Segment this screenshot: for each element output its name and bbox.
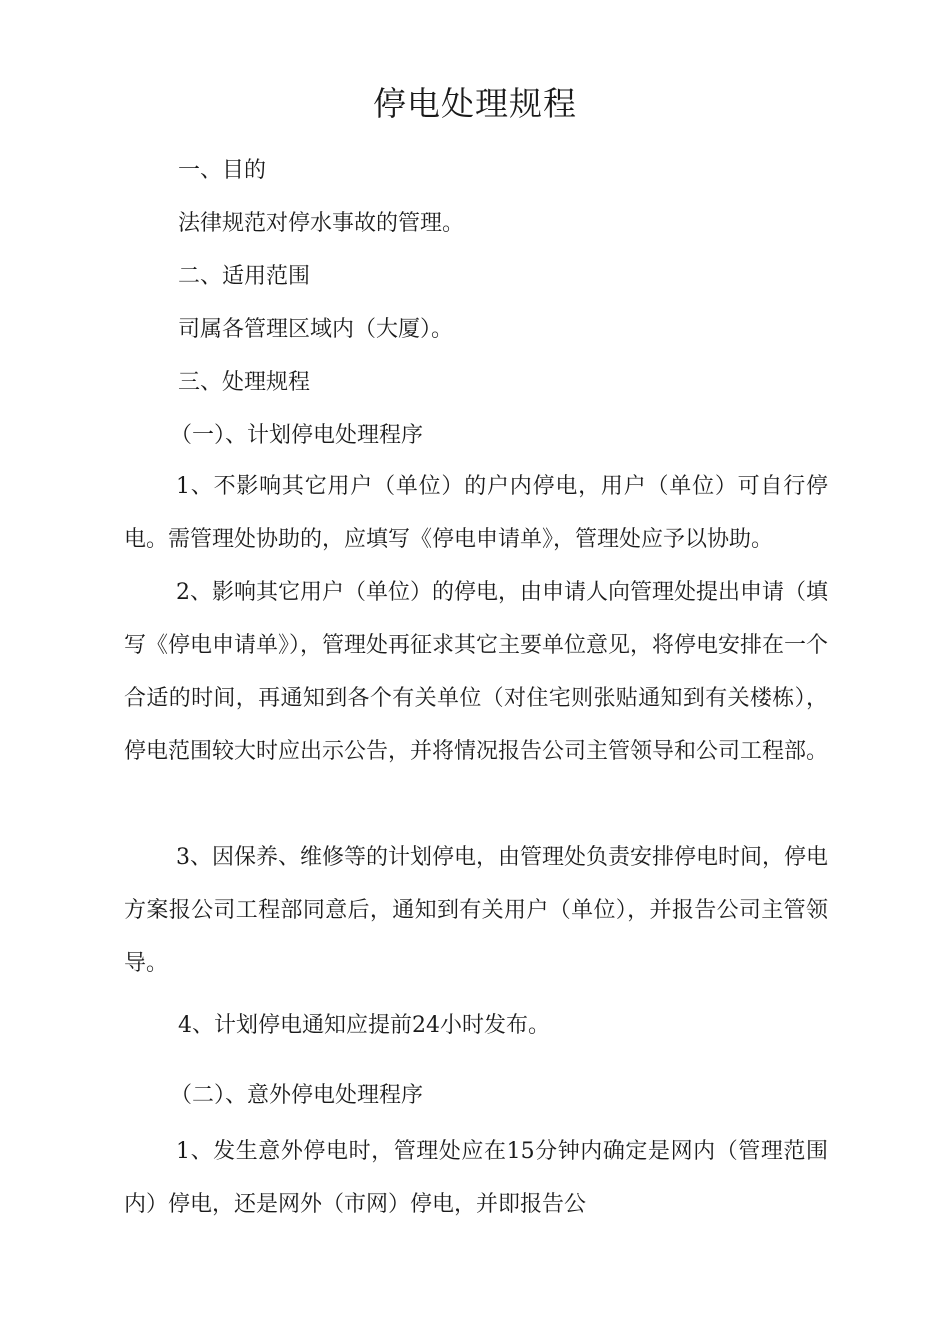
section-text-scope: 司属各管理区域内（大厦）。 [178, 317, 454, 342]
planned-outage-item-1: 1、不影响其它用户（单位）的户内停电，用户（单位）可自行停电。需管理处协助的，应填写《停电申请单》，管理处应予以协助。 [124, 474, 828, 552]
planned-outage-item-3: 3、因保养、维修等的计划停电，由管理处负责安排停电时间，停电方案报公司工程部同意后，通知到有关用户（单位），并报告公司主管领导。 [124, 845, 828, 976]
subsection-heading-planned-outage: （一）、计划停电处理程序 [170, 423, 424, 448]
document-title: 停电处理规程 [373, 84, 577, 123]
planned-outage-item-4: 4、计划停电通知应提前24小时发布。 [178, 1013, 550, 1038]
section-heading-scope: 二、适用范围 [178, 264, 311, 289]
section-heading-purpose: 一、目的 [178, 158, 267, 183]
section-text-purpose: 法律规范对停水事故的管理。 [178, 211, 465, 236]
subsection-heading-unexpected-outage: （二）、意外停电处理程序 [170, 1083, 424, 1108]
unexpected-outage-item-1: 1、发生意外停电时，管理处应在15分钟内确定是网内（管理范围内）停电，还是网外（市网）停电，并即报告公 [124, 1139, 828, 1217]
planned-outage-item-2: 2、影响其它用户（单位）的停电，由申请人向管理处提出申请（填写《停电申请单》），管理处再征求其它主要单位意见，将停电安排在一个合适的时间，再通知到各个有关单位（对住宅则张贴通知到有关楼栋），停电范围较大时应出示公告，并将情况报告公司主管领导和公司工程部。 [124, 580, 829, 764]
section-heading-procedures: 三、处理规程 [178, 370, 311, 395]
